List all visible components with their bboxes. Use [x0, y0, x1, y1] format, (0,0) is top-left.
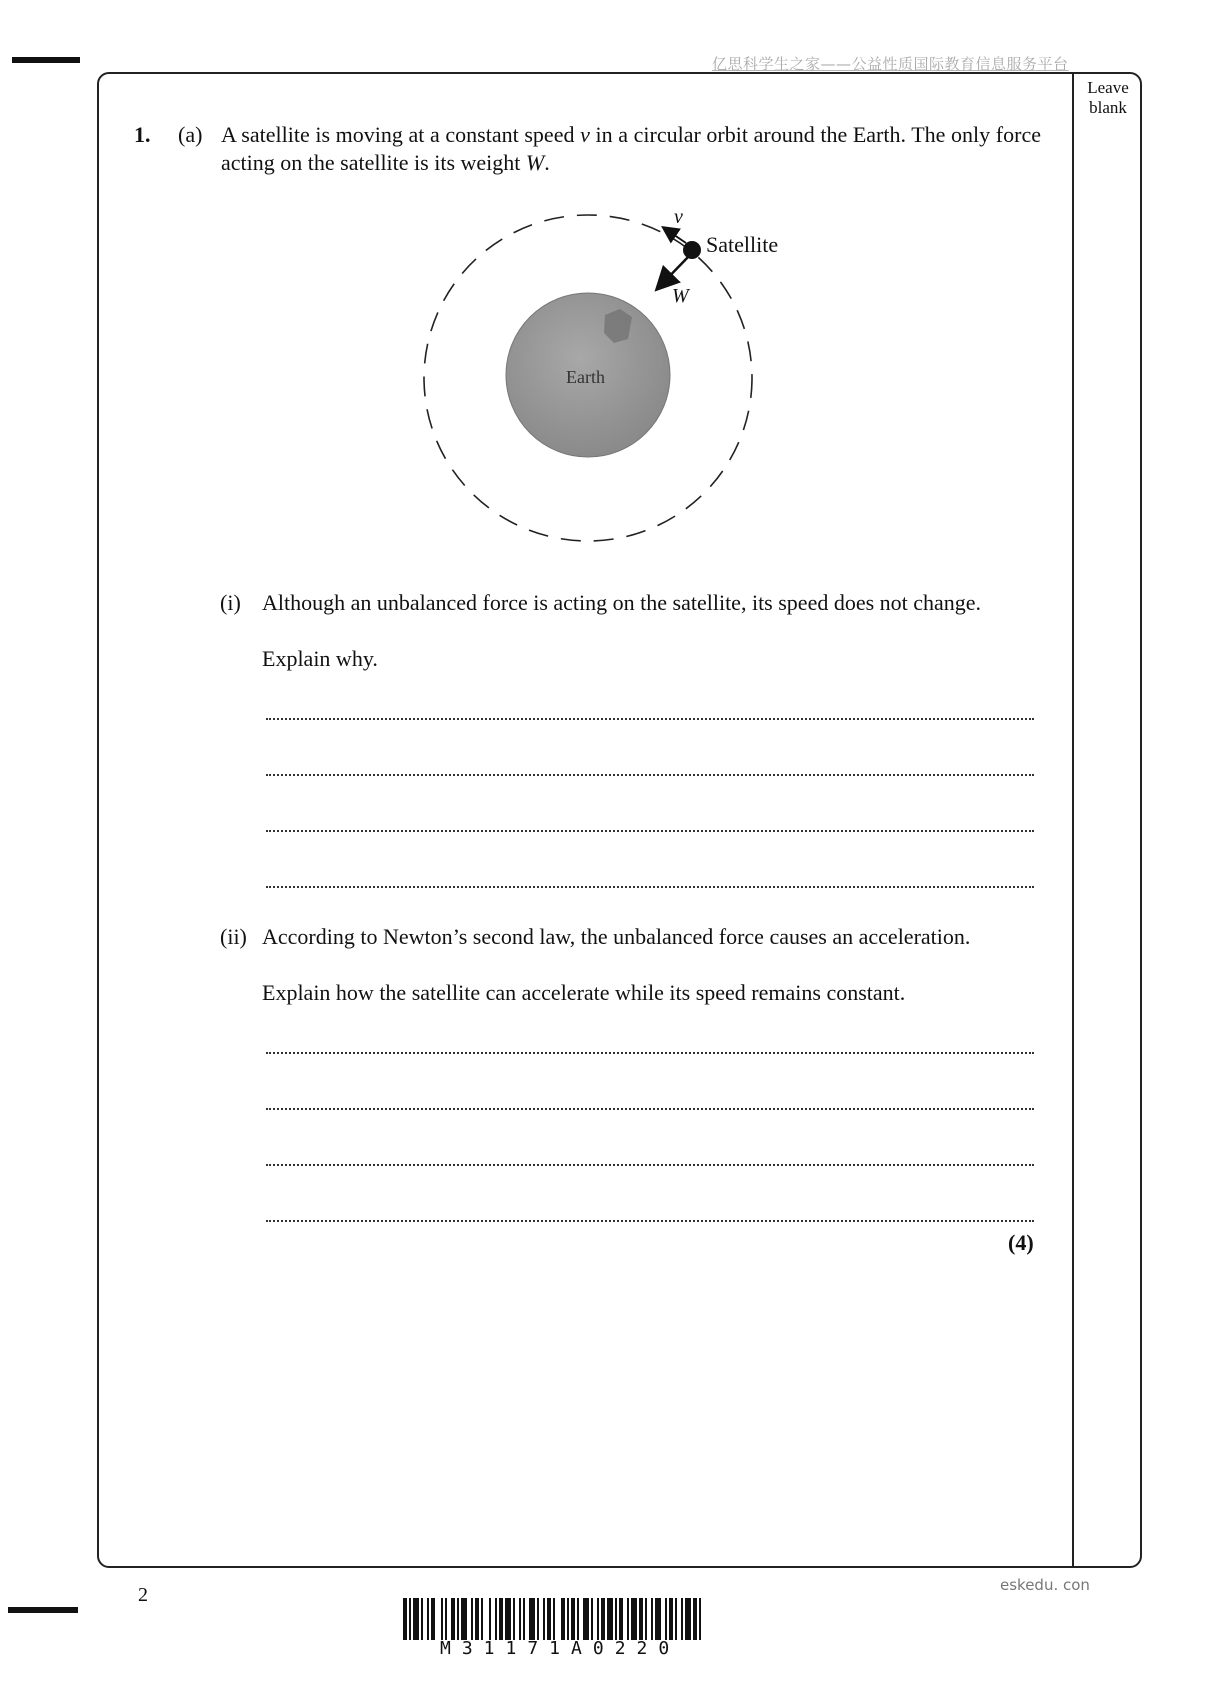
answer-line-i-1[interactable]: [266, 718, 1034, 720]
question-stem: [221, 121, 1041, 177]
stem-part3: .: [544, 150, 550, 175]
subquestion-i-label: (i): [220, 590, 241, 615]
subquestion-i-text: Although an unbalanced force is acting on the satellite, its speed does not change.: [262, 590, 982, 615]
satellite-label: Satellite: [706, 232, 779, 257]
registration-mark-top: [12, 57, 80, 63]
barcode-text: M31171A0220: [440, 1638, 681, 1659]
question-number: 1.: [134, 122, 151, 147]
answer-line-ii-4[interactable]: [266, 1220, 1034, 1222]
site-mark: eskedu. con: [1000, 1576, 1090, 1594]
watermark: 亿思科学生之家——公益性质国际教育信息服务平台: [712, 55, 1069, 73]
subquestion-ii-prompt: Explain how the satellite can accelerate while its speed remains constant.: [262, 980, 906, 1005]
question-part: (a): [178, 122, 203, 147]
leave-blank-label: [1076, 78, 1140, 118]
answer-line-i-3[interactable]: [266, 830, 1034, 832]
velocity-label: v: [674, 206, 683, 228]
stem-part2: in a circular orbit around the Earth. The only force acting on the satellite is its weight: [221, 122, 1041, 175]
stem-var-v: v: [580, 122, 590, 147]
registration-mark-bottom: [8, 1607, 78, 1613]
page-number: 2: [138, 1584, 148, 1606]
earth-label: Earth: [566, 367, 605, 387]
weight-label: W: [672, 285, 689, 307]
satellite-dot: [683, 241, 701, 259]
barcode: [403, 1598, 839, 1640]
stem-var-w: W: [525, 150, 545, 175]
leave-blank-line2: blank: [1089, 98, 1127, 117]
subquestion-ii-label: (ii): [220, 924, 247, 949]
answer-line-ii-1[interactable]: [266, 1052, 1034, 1054]
leave-blank-line1: Leave: [1087, 78, 1129, 97]
orbit-diagram: [400, 200, 780, 560]
marks-total: (4): [1008, 1230, 1034, 1255]
answer-line-ii-2[interactable]: [266, 1108, 1034, 1110]
answer-line-i-2[interactable]: [266, 774, 1034, 776]
answer-line-ii-3[interactable]: [266, 1164, 1034, 1166]
stem-part1: A satellite is moving at a constant speed: [221, 122, 581, 147]
margin-divider: [1072, 74, 1074, 1566]
answer-line-i-4[interactable]: [266, 886, 1034, 888]
weight-arrow: [658, 255, 690, 288]
subquestion-i-prompt: Explain why.: [262, 646, 378, 671]
subquestion-ii-text: According to Newton’s second law, the unbalanced force causes an acceleration.: [262, 924, 971, 949]
